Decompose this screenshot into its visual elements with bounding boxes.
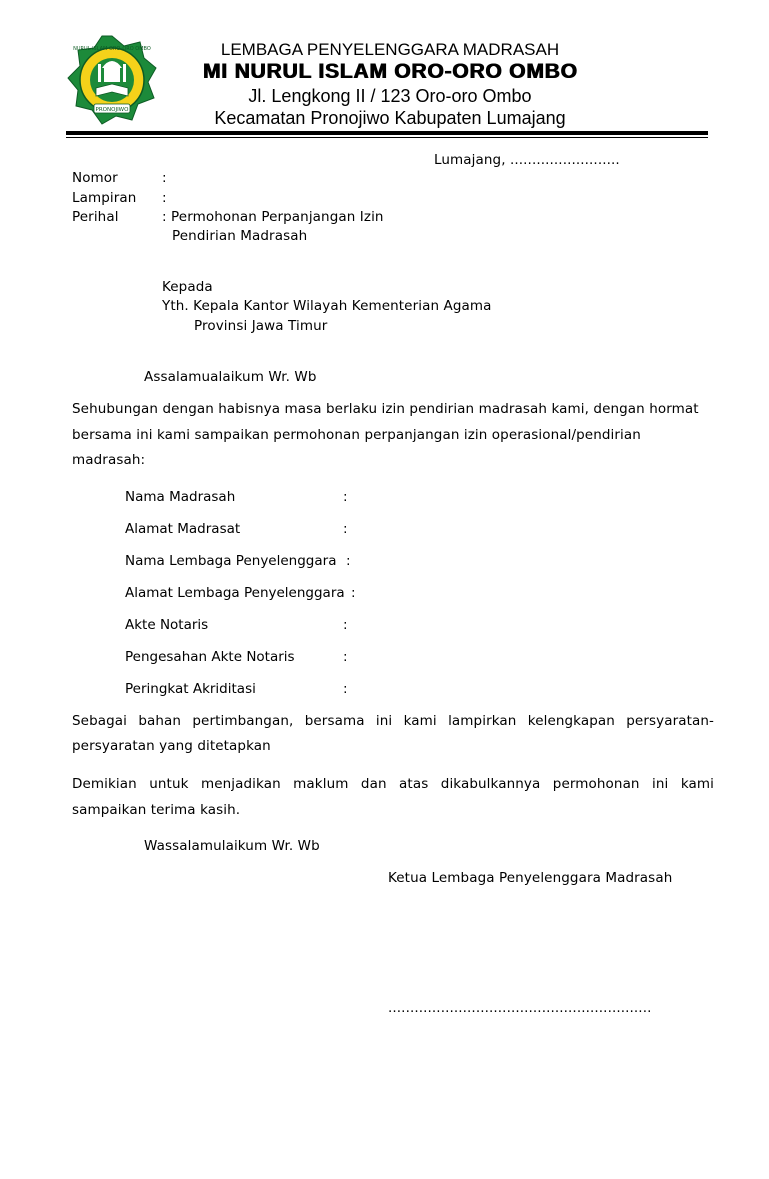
field-colon: : [351, 585, 356, 601]
recipient-title: Yth. Kepala Kantor Wilayah Kementerian Agama [162, 298, 492, 314]
closing-greeting: Wassalamulaikum Wr. Wb [144, 838, 320, 854]
recipient-kepada: Kepada [162, 279, 213, 295]
letterhead-district: Kecamatan Pronojiwo Kabupaten Lumajang [214, 108, 566, 128]
recipient-province: Provinsi Jawa Timur [194, 318, 328, 334]
logo-text-bottom: PRONOJIWO [95, 107, 129, 113]
lampiran-label: Lampiran [72, 190, 137, 206]
field-label: Alamat Madrasat [125, 521, 241, 537]
para2-line1: Sebagai bahan pertimbangan, bersama ini kami lampirkan kelengkapan persyaratan- [72, 713, 714, 729]
date-line: Lumajang, ......................... [434, 152, 620, 168]
field-label: Pengesahan Akte Notaris [125, 649, 295, 665]
intro-line2: bersama ini kami sampaikan permohonan perpanjangan izin operasional/pendirian [72, 427, 641, 443]
logo-text-top: NURUL ISLAM ORO-ORO OMBO [73, 46, 151, 52]
intro-line3: madrasah: [72, 452, 146, 468]
perihal-value-line1: : Permohonan Perpanjangan Izin [162, 209, 384, 225]
field-label: Alamat Lembaga Penyelenggara [125, 585, 345, 601]
letterhead-address: Jl. Lengkong II / 123 Oro-oro Ombo [248, 86, 532, 106]
letterhead-divider-thick [66, 131, 708, 135]
para3-line1: Demikian untuk menjadikan maklum dan atas dikabulkannya permohonan ini kami [72, 776, 714, 792]
perihal-label: Perihal [72, 209, 119, 225]
field-colon: : [343, 521, 348, 537]
field-label: Peringkat Akriditasi [125, 681, 256, 697]
field-colon: : [346, 553, 351, 569]
nomor-label: Nomor [72, 170, 118, 186]
field-label: Akte Notaris [125, 617, 209, 633]
field-label: Nama Lembaga Penyelenggara [125, 553, 337, 569]
field-label: Nama Madrasah [125, 489, 236, 505]
letterhead-divider-thin [66, 137, 708, 138]
signature-line: ............................................................ [388, 1000, 652, 1016]
para3-line2: sampaikan terima kasih. [72, 802, 241, 818]
letterhead-institution: LEMBAGA PENYELENGGARA MADRASAH [220, 40, 560, 59]
perihal-value-line2: Pendirian Madrasah [172, 228, 308, 244]
nomor-colon: : [162, 170, 167, 186]
intro-line1: Sehubungan dengan habisnya masa berlaku izin pendirian madrasah kami, dengan hormat [72, 401, 699, 417]
field-colon: : [343, 617, 348, 633]
field-colon: : [343, 489, 348, 505]
lampiran-colon: : [162, 190, 167, 206]
greeting: Assalamualaikum Wr. Wb [144, 369, 317, 385]
letterhead-school-name: MI NURUL ISLAM ORO-ORO OMBO [202, 60, 578, 83]
para2-line2: persyaratan yang ditetapkan [72, 738, 271, 754]
signatory-title: Ketua Lembaga Penyelenggara Madrasah [388, 870, 673, 886]
field-colon: : [343, 649, 348, 665]
madrasah-logo-emblem [66, 34, 158, 126]
field-colon: : [343, 681, 348, 697]
